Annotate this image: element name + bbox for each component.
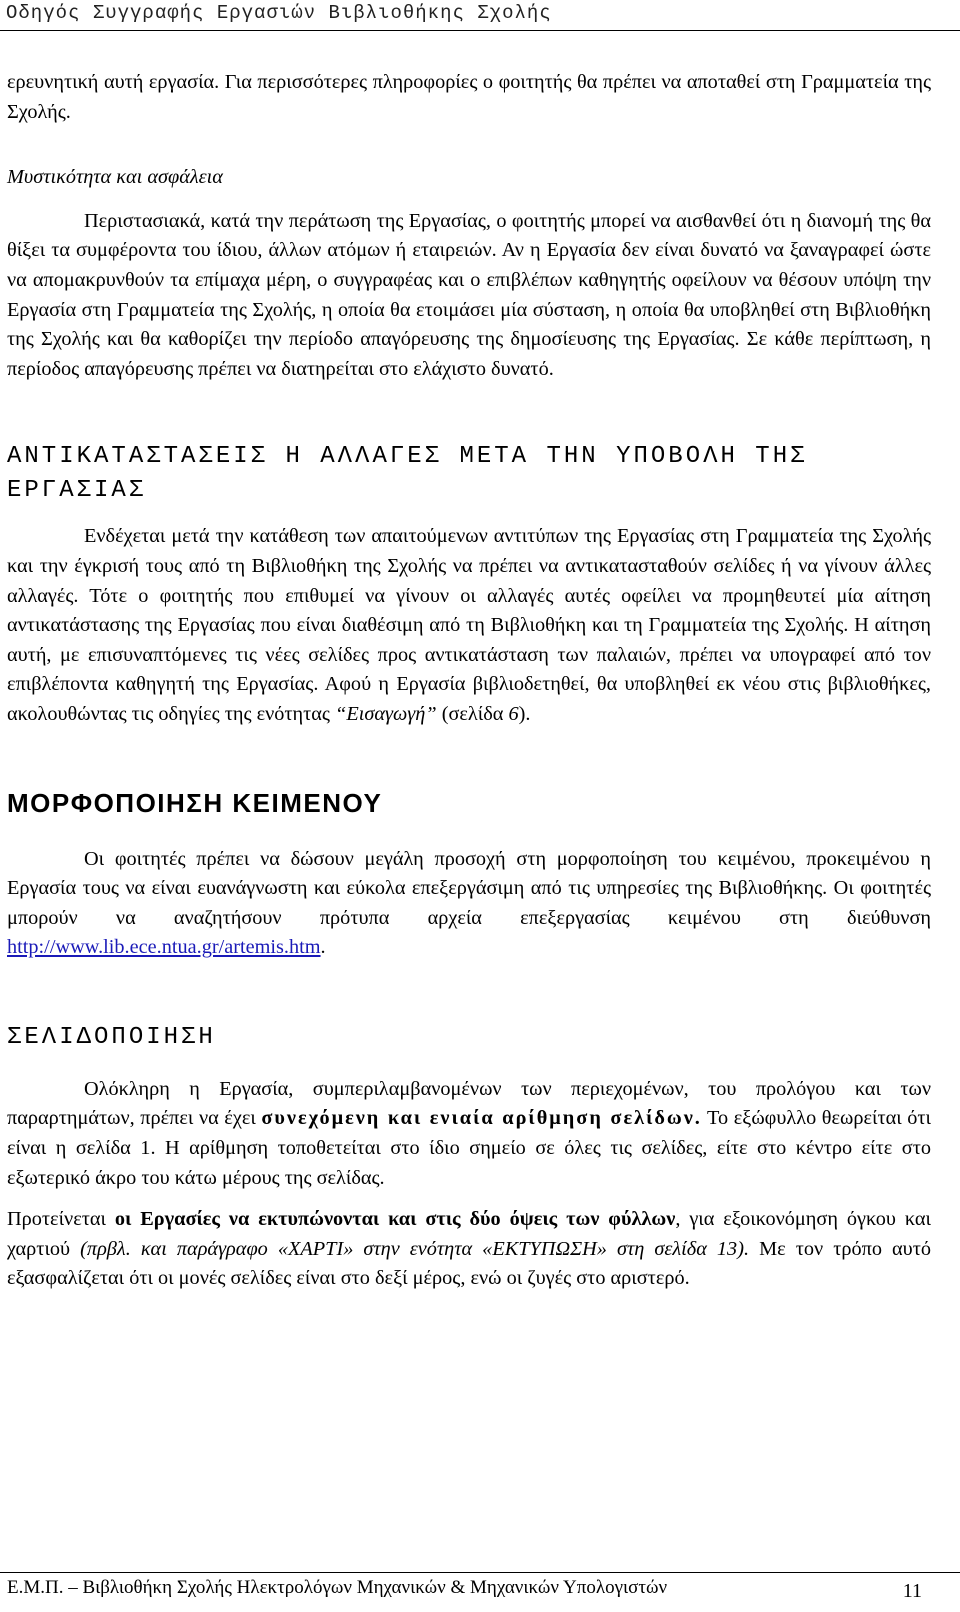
- formatting-text-b: .: [320, 936, 326, 959]
- header-rule: [0, 30, 960, 31]
- pagination-p2-italic: (πρβλ. και παράγραφο «ΧΑΡΤΙ» στην ενότητα «ΕΚΤΥΠΩΣΗ» στη σελίδα 13).: [80, 1237, 750, 1260]
- section-ref-introduction: “Εισαγωγή”: [335, 702, 437, 725]
- page-number: 11: [902, 1580, 922, 1602]
- pagination-p1-bold: συνεχόμενη και ενιαία αρίθμηση σελίδων.: [261, 1107, 702, 1130]
- replacements-text-c: ).: [518, 702, 531, 725]
- pagination-p2-c: Με τον τρόπο αυτό εξασφαλίζεται ότι οι μονές σελίδες είναι στο δεξί μέρος, ενώ οι ζυγές στο αριστερό.: [7, 1237, 932, 1290]
- replacements-heading: ΑΝΤΙΚΑΤΑΣΤΑΣΕΙΣ Η ΑΛΛΑΓΕΣ ΜΕΤΑ ΤΗΝ ΥΠΟΒΟΛΗ ΤΗΣ ΕΡΓΑΣΙΑΣ: [7, 443, 808, 505]
- pagination-p2-bold: οι Εργασίες να εκτυπώνονται και στις δύο όψεις των φύλλων: [114, 1208, 676, 1231]
- confidentiality-paragraph: Περιστασιακά, κατά την περάτωση της Εργασίας, ο φοιτητής μπορεί να αισθανθεί ότι η διανομή της θα θίξει τα συμφέροντα του ίδιου, άλλων ατόμων ή εταιρειών. Αν η Εργασία δεν είναι δυνατό να ξαναγραφεί ώστε να απομακρυνθούν τα επίμαχα μέρη, ο συγγραφέας και ο επιβλέπων καθηγητής οφείλουν να θέσουν υπόψη την Εργασία στη Γραμματεία της Σχολής, η οποία θα ετοιμάσει μία σύσταση, η οποία θα υποβληθεί στη Βιβλιοθήκη της Σχολής και θα καθορίζει την περίοδο απαγόρευσης της δημοσίευσης της Εργασίας. Σε κάθε περίπτωση, η περίοδος απαγόρευσης πρέπει να διατηρείται στο ελάχιστο δυνατό.: [7, 209, 931, 380]
- pagination-p2-b: , για εξοικονόμηση όγκου και χαρτιού: [7, 1208, 931, 1260]
- pagination-paragraph-1: [7, 1075, 931, 1193]
- page-content: [7, 68, 931, 1294]
- intro-paragraph: ερευνητική αυτή εργασία. Για περισσότερες πληροφορίες ο φοιτητής θα πρέπει να αποταθεί στη Γραμματεία της Σχολής.: [7, 71, 931, 123]
- pagination-p1-a: Ολόκληρη η Εργασία, συμπεριλαμβανομένων των περιεχομένων, του προλόγου και των παραρτημάτων, πρέπει να έχει: [7, 1077, 931, 1130]
- replacements-paragraph: [7, 522, 931, 729]
- pagination-heading: ΣΕΛΙΔΟΠΟΙΗΣΗ: [7, 1023, 216, 1051]
- confidentiality-heading: Μυστικότητα και ασφάλεια: [7, 166, 223, 189]
- page-ref: 6: [508, 702, 519, 725]
- formatting-paragraph: [7, 845, 931, 963]
- replacements-text-a: Ενδέχεται μετά την κατάθεση των απαιτούμενων αντιτύπων της Εργασίας στη Γραμματεία της Σχολής και την έγκρισή τους από τη Βιβλιοθήκη της Σχολής να πρέπει να αντικατασταθούν σελίδες ή να γίνουν άλλες αλλαγές. Τότε ο φοιτητής που επιθυμεί να γίνουν οι αλλαγές αυτές οφείλει να προμηθευτεί μία αίτηση αντικατάστασης της Εργασίας που είναι διαθέσιμη από τη Βιβλιοθήκη και τη Γραμματεία της Σχολής. Η αίτηση αυτή, με επισυναπτόμενες τις νέες σελίδες προς αντικατάσταση των παλαιών, πρέπει να υπογραφεί από τον επιβλέποντα καθηγητή της Εργασίας. Αφού η Εργασία βιβλιοδετηθεί, θα υποβληθεί εκ νέου στις βιβλιοθήκες, ακολουθώντας τις οδηγίες της ενότητας: [7, 525, 931, 725]
- pagination-p1-b: Το εξώφυλλο θεωρείται ότι είναι η σελίδα 1. Η αρίθμηση τοποθετείται στο ίδιο σημείο σε όλες τις σελίδες, είτε στο κέντρο είτε στο εξωτερικό άκρο του κάτω μέρους της σελίδας.: [7, 1107, 932, 1189]
- pagination-p2-a: Προτείνεται: [7, 1208, 115, 1231]
- running-header: Οδηγός Συγγραφής Εργασιών Βιβλιοθήκης Σχολής: [6, 2, 552, 24]
- footer-rule: [0, 1572, 960, 1573]
- pagination-paragraph-2: [7, 1205, 931, 1294]
- formatting-heading: ΜΟΡΦΟΠΟΙΗΣΗ ΚΕΙΜΕΝΟΥ: [7, 787, 383, 818]
- footer-text: Ε.Μ.Π. – Βιβλιοθήκη Σχολής Ηλεκτρολόγων Μηχανικών & Μηχανικών Υπολογιστών: [7, 1577, 668, 1598]
- templates-link[interactable]: http://www.lib.ece.ntua.gr/artemis.htm: [7, 936, 321, 959]
- formatting-text-a: Οι φοιτητές πρέπει να δώσουν μεγάλη προσοχή στη μορφοποίηση του κειμένου, προκειμένου η Εργασία τους να είναι ευανάγνωστη και εύκολα επεξεργάσιμη από τις υπηρεσίες της Βιβλιοθήκης. Οι φοιτητές μπορούν να αναζητήσουν πρότυπα αρχεία επεξεργασίας κειμένου στη διεύθυνση: [7, 847, 931, 929]
- replacements-text-b: (σελίδα: [436, 702, 509, 725]
